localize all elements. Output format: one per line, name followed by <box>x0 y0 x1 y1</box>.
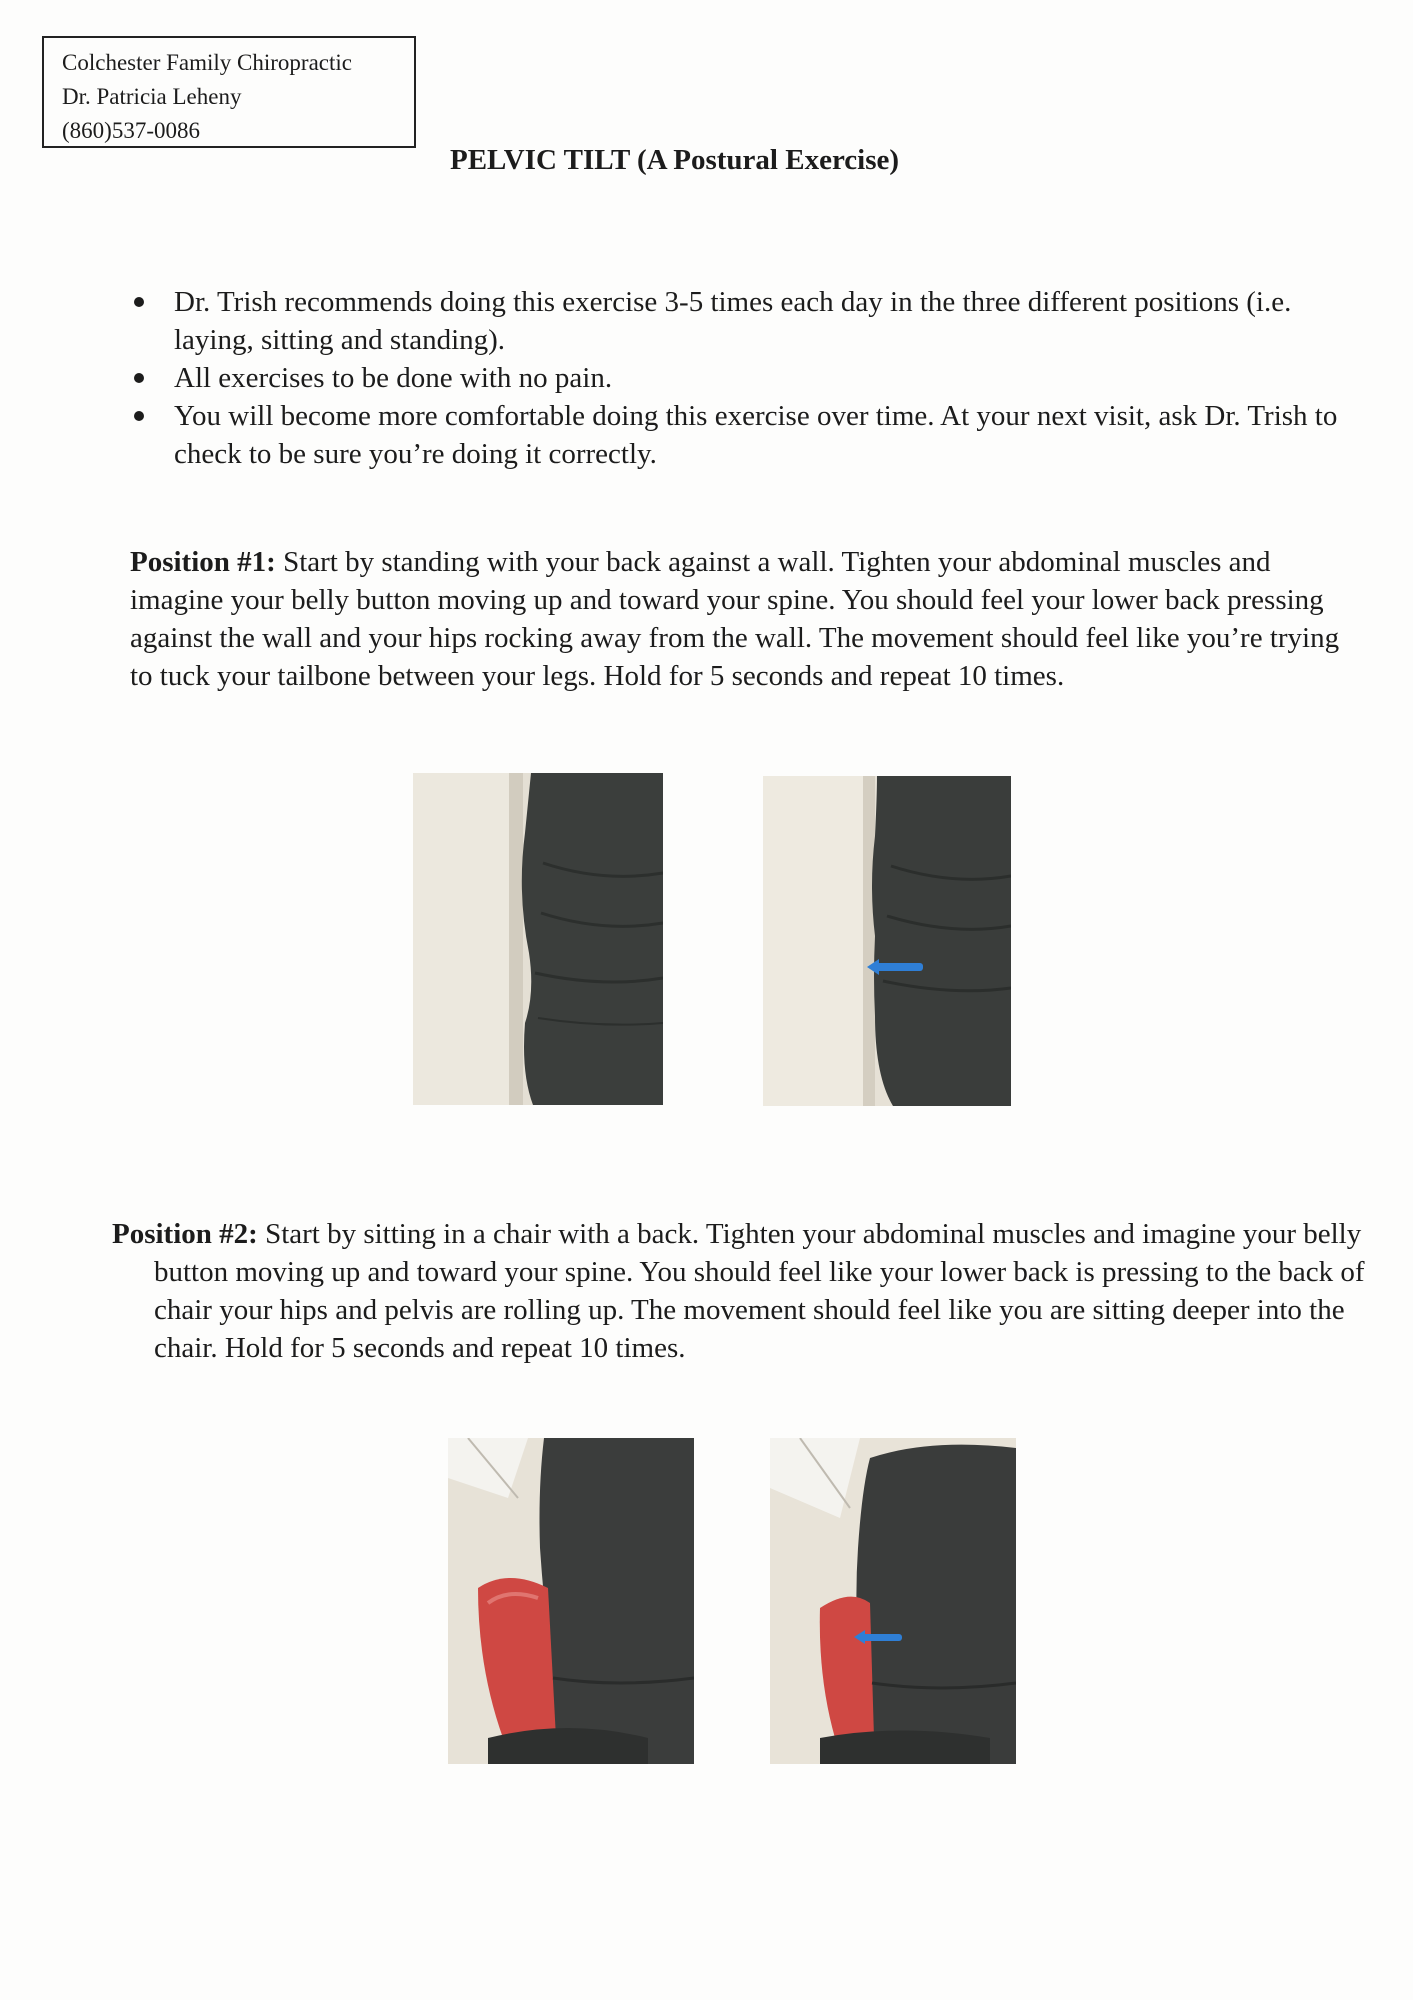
standing-tilt-photo <box>763 776 1011 1106</box>
document-title: PELVIC TILT (A Postural Exercise) <box>450 144 900 176</box>
sitting-tilt-photo <box>770 1438 1016 1764</box>
sitting-start-photo <box>448 1438 694 1764</box>
bullet-icon <box>134 297 144 307</box>
list-item <box>130 283 1340 359</box>
position-2-label: Position #2: <box>112 1218 258 1250</box>
bullet-icon <box>134 411 144 421</box>
bullet-icon <box>134 373 144 383</box>
position-1-label: Position #1: <box>130 546 276 578</box>
position-2-paragraph <box>112 1215 1384 1367</box>
position-1-text: Start by standing with your back against a wall. Tighten your abdominal muscles and imagine your belly button moving up and toward your spine. You should feel your lower back pressing against the wall and your hips rocking away from the wall. The movement should feel like you’re trying to tuck your tailbone between your legs. Hold for 5 seconds and repeat 10 times. <box>130 546 1340 692</box>
position-1-paragraph <box>130 543 1350 695</box>
clinic-info-box <box>42 36 416 148</box>
clinic-name: Colchester Family Chiropractic <box>62 50 352 75</box>
doctor-name: Dr. Patricia Leheny <box>62 84 242 109</box>
list-item-text: You will become more comfortable doing this exercise over time. At your next visit, ask Dr. Trish to check to be sure you’re doing it correctly. <box>174 400 1338 470</box>
standing-start-photo <box>413 773 663 1105</box>
position-2-text: Start by sitting in a chair with a back. Tighten your abdominal muscles and imagine your belly button moving up and toward your spine. You should feel like your lower back is pressing to the back of chair your hips and pelvis are rolling up. The movement should feel like you are sitting deeper into the chair. Hold for 5 seconds and repeat 10 times. <box>154 1218 1365 1364</box>
list-item-text: All exercises to be done with no pain. <box>174 362 613 394</box>
recommendation-list <box>130 283 1340 473</box>
list-item <box>130 397 1340 473</box>
list-item <box>130 359 1340 397</box>
list-item-text: Dr. Trish recommends doing this exercise 3-5 times each day in the three different positions (i.e. laying, sitting and standing). <box>174 286 1292 356</box>
clinic-phone: (860)537-0086 <box>62 118 200 143</box>
